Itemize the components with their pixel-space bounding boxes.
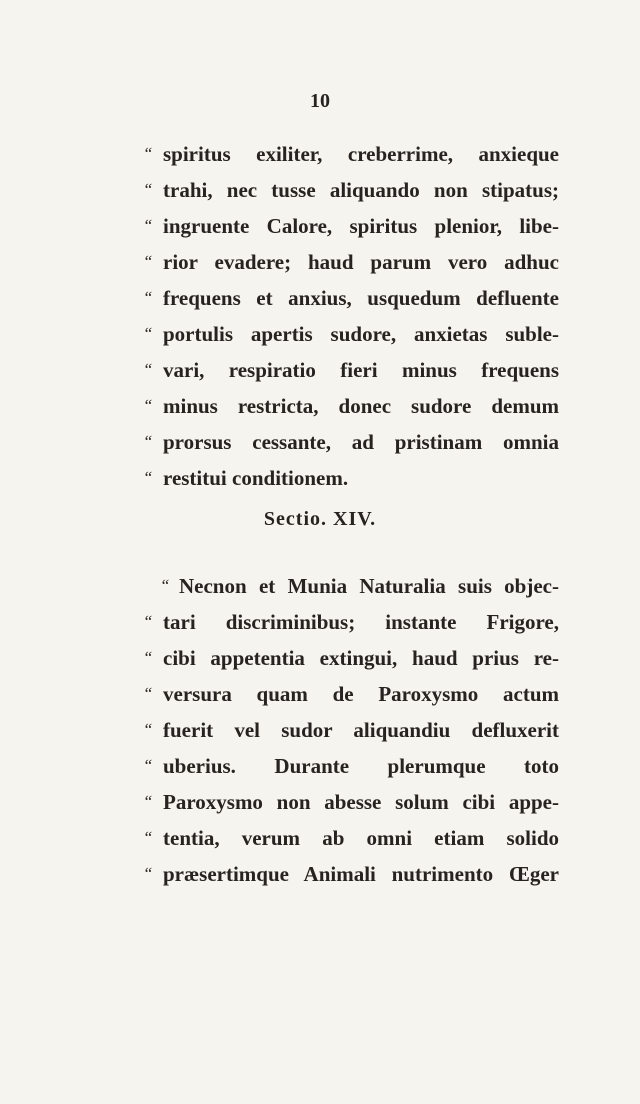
text-line	[143, 136, 559, 172]
text-line	[143, 856, 559, 892]
quote-mark: “	[143, 324, 153, 343]
quote-mark: “	[143, 612, 153, 631]
text-line	[143, 748, 559, 784]
text-line	[143, 784, 559, 820]
quote-mark: “	[143, 468, 153, 487]
text-line	[143, 676, 559, 712]
text-line	[160, 568, 559, 604]
text-line	[143, 172, 559, 208]
text-line	[143, 280, 559, 316]
section-heading: Sectio. XIV.	[263, 508, 377, 530]
quote-mark: “	[143, 360, 153, 379]
text-line	[143, 460, 559, 496]
paragraph-1	[143, 136, 559, 496]
line-text: vari, respiratio fieri minus frequens	[163, 358, 559, 382]
quote-mark: “	[143, 648, 153, 667]
page-number: 10	[310, 90, 330, 112]
line-text: tari discriminibus; instante Frigore,	[163, 610, 559, 634]
line-text: præsertimque Animali nutrimento Œger	[163, 862, 559, 886]
line-text: spiritus exiliter, creberrime, anxieque	[163, 142, 559, 166]
text-line	[143, 604, 559, 640]
line-text: fuerit vel sudor aliquandiu defluxerit	[163, 718, 559, 742]
line-text: prorsus cessante, ad pristinam omnia	[163, 430, 559, 454]
quote-mark: “	[143, 720, 153, 739]
quote-mark: “	[143, 144, 153, 163]
line-text: Paroxysmo non abesse solum cibi appe-	[163, 790, 559, 814]
quote-mark: “	[143, 432, 153, 451]
text-line	[143, 640, 559, 676]
line-text: versura quam de Paroxysmo actum	[163, 682, 559, 706]
text-line	[143, 316, 559, 352]
line-text: portulis apertis sudore, anxietas suble-	[163, 322, 559, 346]
line-text: ingruente Calore, spiritus plenior, libe-	[163, 214, 559, 238]
line-text: cibi appetentia extingui, haud prius re-	[163, 646, 559, 670]
quote-mark: “	[143, 756, 153, 775]
line-text: uberius. Durante plerumque toto	[163, 754, 559, 778]
quote-mark: “	[143, 684, 153, 703]
line-text: trahi, nec tusse aliquando non stipatus;	[163, 178, 559, 202]
quote-mark: “	[143, 864, 153, 883]
line-text: rior evadere; haud parum vero adhuc	[163, 250, 559, 274]
quote-mark: “	[160, 576, 170, 595]
quote-mark: “	[143, 792, 153, 811]
line-text: minus restricta, donec sudore demum	[163, 394, 559, 418]
line-text: frequens et anxius, usquedum defluente	[163, 286, 559, 310]
line-text: tentia, verum ab omni etiam solido	[163, 826, 559, 850]
text-line	[143, 424, 559, 460]
quote-mark: “	[143, 828, 153, 847]
text-line	[143, 388, 559, 424]
text-line	[143, 352, 559, 388]
text-line	[143, 244, 559, 280]
quote-mark: “	[143, 288, 153, 307]
quote-mark: “	[143, 180, 153, 199]
text-line	[143, 208, 559, 244]
text-line	[143, 820, 559, 856]
paragraph-2	[143, 568, 559, 892]
text-line	[143, 712, 559, 748]
quote-mark: “	[143, 252, 153, 271]
quote-mark: “	[143, 216, 153, 235]
line-text: restitui conditionem.	[163, 466, 349, 490]
quote-mark: “	[143, 396, 153, 415]
line-text: Necnon et Munia Naturalia suis objec-	[179, 574, 559, 598]
